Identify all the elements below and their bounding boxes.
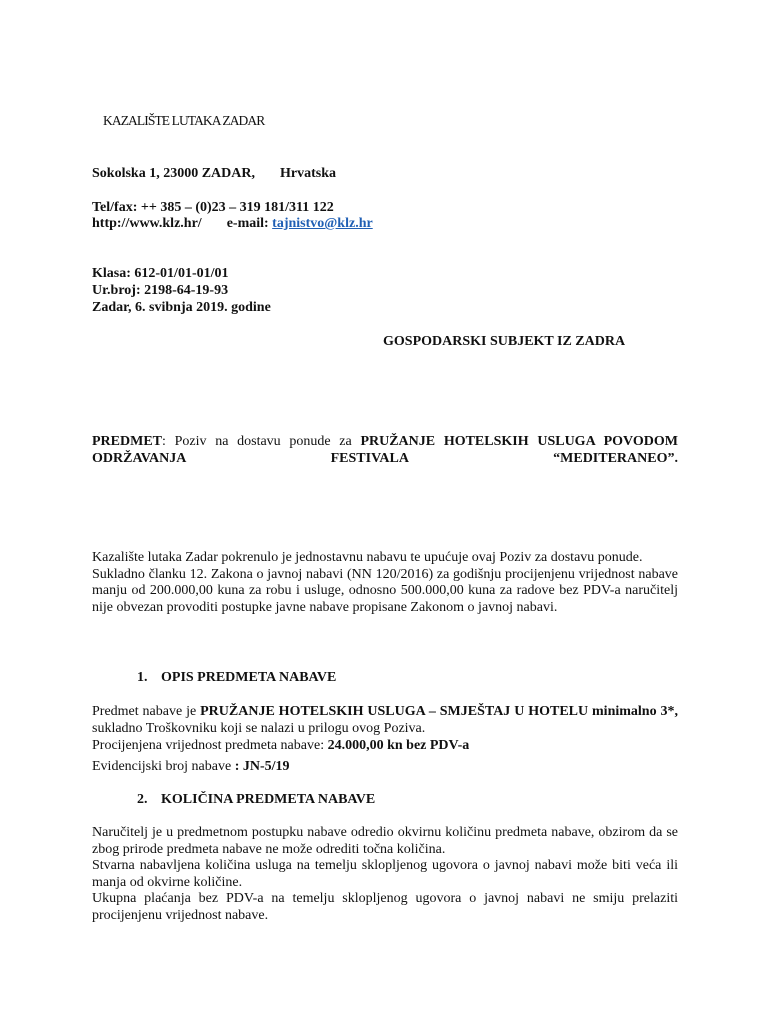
section-1-number: 1. (137, 670, 148, 685)
section-2-paragraph-1: Naručitelj je u predmetnom postupku nabave odredio okvirnu količinu predmeta nabave, obzirom da se zbog prirode predmeta nabave ne može odrediti točna količina. (92, 825, 678, 857)
section-1-description: Predmet nabave je PRUŽANJE HOTELSKIH USLUGA – SMJEŠTAJ U HOTELU minimalno 3*, sukladno Troškovniku koji se nalazi u prilogu ovog Poziva. (92, 704, 678, 736)
email-label: e-mail: (226, 216, 269, 231)
intro-paragraph-1: Kazalište lutaka Zadar pokrenulo je jednostavnu nabavu te upućuje ovaj Poziv za dostavu ponude. (92, 550, 643, 565)
section-2-heading (137, 792, 375, 808)
section-2-body (92, 825, 678, 925)
contact-line (92, 216, 373, 232)
telfax: Tel/fax: ++ 385 – (0)23 – 319 181/311 122 (92, 200, 334, 215)
address-line (92, 166, 336, 182)
section-2-paragraph-3: Ukupna plaćanja bez PDV-a na temelju sklopljenog ugovora o javnoj nabavi ne smiju prelaziti procijenjenu vrijednost nabave. (92, 891, 678, 923)
evidence-number-value: : JN-5/19 (231, 758, 290, 774)
subject-text: : Poziv na dostavu ponude za (162, 434, 361, 449)
address: Sokolska 1, 23000 ZADAR, (92, 166, 255, 181)
document-date: Zadar, 6. svibnja 2019. godine (92, 300, 271, 315)
section-1-title: OPIS PREDMETA NABAVE (161, 670, 337, 685)
subject-label: PREDMET (92, 434, 162, 449)
service-title: PRUŽANJE HOTELSKIH USLUGA – SMJEŠTAJ U HOTELU minimalno 3*, (200, 704, 678, 719)
section-1-body (92, 704, 678, 775)
intro-block (92, 550, 678, 616)
email-link[interactable]: tajnistvo@klz.hr (272, 216, 373, 231)
website-link[interactable]: http://www.klz.hr/ (92, 216, 202, 231)
section-1-heading (137, 670, 336, 686)
section-2-number: 2. (137, 792, 148, 807)
subject-block (92, 434, 678, 467)
organization-name: KAZALIŠTE LUTAKA ZADAR (103, 113, 265, 128)
section-2-title: KOLIČINA PREDMETA NABAVE (161, 792, 376, 807)
evidence-number: Evidencijski broj nabave : JN-5/19 (92, 758, 290, 774)
intro-paragraph-2: Sukladno članku 12. Zakona o javnoj nabavi (NN 120/2016) za godišnju procijenjenu vrijednost nabave manju od 200.000,00 kuna za robu i usluge, odnosno 500.000,00 kuna za radove bez PDV-a naručitelj nije obvezan provoditi postupke javne nabave propisane Zakonom o javnoj nabavi. (92, 566, 678, 615)
section-2-paragraph-2: Stvarna nabavljena količina usluga na temelju sklopljenog ugovora o javnoj nabavi može biti veća ili manja od okvirne količine. (92, 858, 678, 890)
estimated-value-amount: 24.000,00 kn bez PDV-a (327, 738, 470, 754)
estimated-value: Procijenjena vrijednost predmeta nabave: 24.000,00 kn bez PDV-a (92, 738, 470, 754)
recipient: GOSPODARSKI SUBJEKT IZ ZADRA (383, 334, 626, 349)
country: Hrvatska (279, 166, 336, 181)
klasa: Klasa: 612-01/01-01/01 (92, 266, 229, 281)
subject-title: PRUŽANJE HOTELSKIH USLUGA POVODOM ODRŽAVANJA FESTIVALA “MEDITERANEO”. (92, 434, 678, 466)
urbroj: Ur.broj: 2198-64-19-93 (92, 283, 229, 298)
